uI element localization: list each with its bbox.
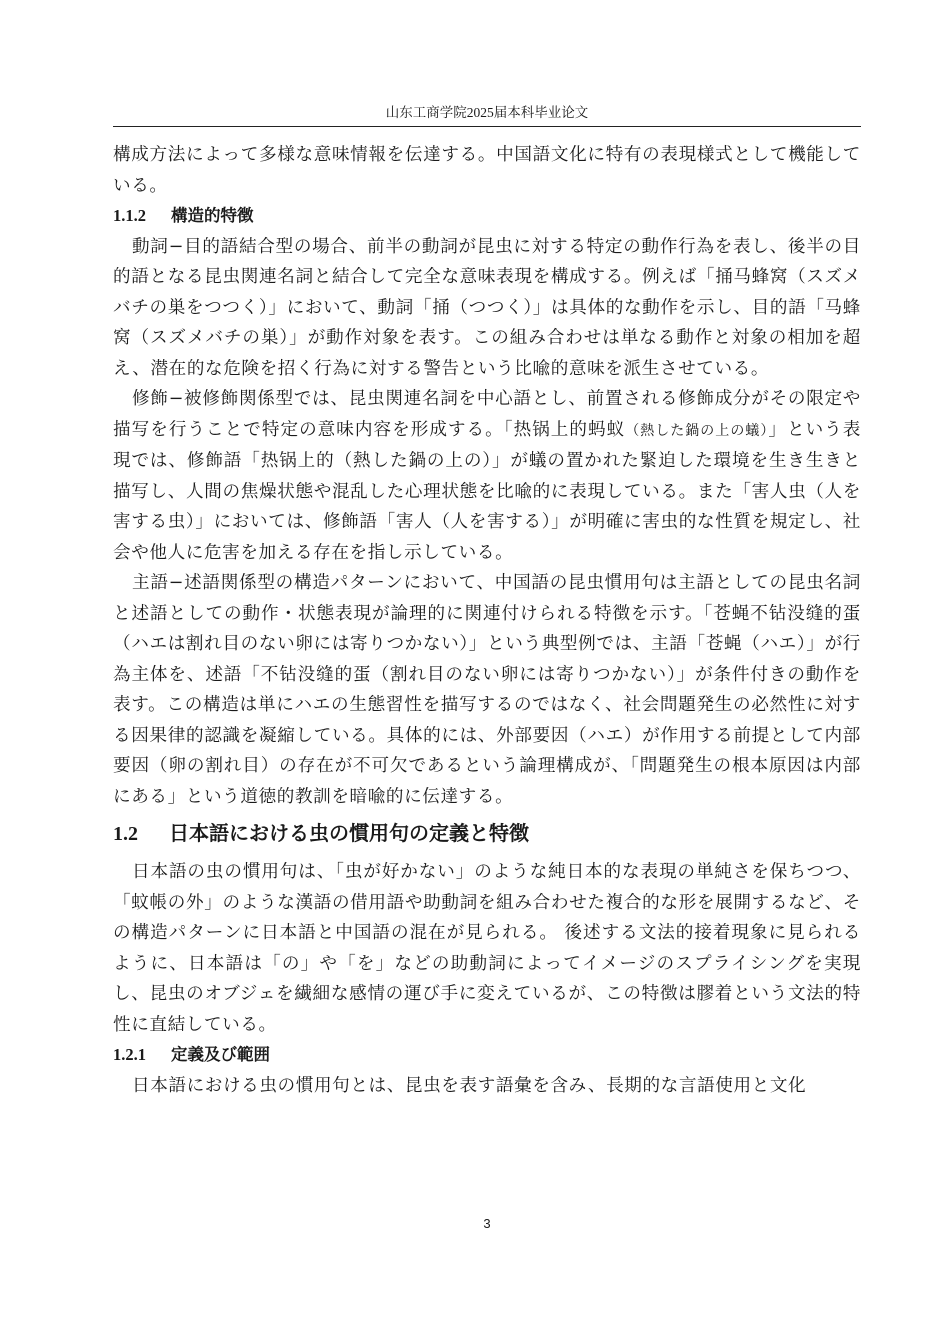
section-heading-1-2 [113, 816, 861, 851]
paragraph-modifier [113, 384, 861, 568]
section-heading-1-2-1 [113, 1040, 861, 1071]
section-title: 日本語における虫の慣用句の定義と特徴 [169, 821, 529, 845]
paragraph-modifier-part-b: 」という表現では、修飾語「热锅上的（熱した鍋の上の）」が蟻の置かれた緊迫した環境を生き生きと描写し、人間の焦燥状態や混乱した心理状態を比喩的に表現している。また「害人虫（人を害する虫）」においては、修飾語「害人（人を害する）」が明確に害虫的な性質を規定し、社会や他人に危害を加える存在を指し示している。 [113, 419, 861, 563]
section-number: 1.2 [113, 823, 138, 845]
header-divider [113, 126, 861, 127]
section-number: 1.1.2 [113, 206, 146, 225]
section-title: 構造的特徴 [171, 206, 254, 225]
paragraph-verb-object: 動詞−目的語結合型の場合、前半の動詞が昆虫に対する特定の動作行為を表し、後半の目的語となる昆虫関連名詞と結合して完全な意味表現を構成する。例えば「捅马蜂窝（スズメバチの巣をつつく）」において、動詞「捅（つつく）」は具体的な動作を示し、目的語「马蜂窝（スズメバチの巣）」が動作対象を表す。この組み合わせは単なる動作と対象の相加を超え、潜在的な危険を招く行為に対する警告という比喩的意味を派生させている。 [113, 236, 861, 379]
paragraph-intro: 構成方法によって多様な意味情報を伝達する。中国語文化に特有の表現様式として機能している。 [113, 145, 861, 196]
page-body [113, 140, 861, 1101]
paragraph-definition: 日本語における虫の慣用句とは、昆虫を表す語彙を含み、長期的な言語使用と文化 [132, 1075, 807, 1096]
section-number: 1.2.1 [113, 1045, 146, 1064]
paragraph-japanese-idioms: 日本語の虫の慣用句は、「虫が好かない」のような純日本的な表現の単純さを保ちつつ、「蚊帳の外」のような漢語の借用語や助動詞を組み合わせた複合的な形を展開するなど、その構造パターンに日本語と中国語の混在が見られる。 後述する文法的接着現象に見られるように、日本語は「の」や「を」などの助動詞によってイメージのスプライシングを実現し、昆虫のオブジェを繊細な感情の運び手に変えているが、この特徴は膠着という文法的特性に直結している。 [113, 862, 861, 1035]
paragraph-modifier-part-a: 修飾−被修飾関係型では、昆虫関連名詞を中心語とし、前置される修飾成分がその限定や描写を行うことで特定の意味内容を形成する。「热锅上的蚂蚁 [113, 389, 861, 440]
paragraph-modifier-gloss: （熱した鍋の上の蟻） [625, 422, 769, 439]
section-heading-1-1-2 [113, 201, 861, 232]
page-number: 3 [483, 1216, 491, 1231]
paragraph-subject-predicate: 主語−述語関係型の構造パターンにおいて、中国語の昆虫慣用句は主語としての昆虫名詞と述語としての動作・状態表現が論理的に関連付けられる特徴を示す。「苍蝇不钻没缝的蛋（ハエは割れ目のない卵には寄りつかない）」という典型例では、主語「苍蝇（ハエ）」が行為主体を、述語「不钻没缝的蛋（割れ目のない卵には寄りつかない）」が条件付きの動作を表す。この構造は単にハエの生態習性を描写するのではなく、社会問題発生の必然性に対する因果律的認識を凝縮している。具体的には、外部要因（ハエ）が作用する前提として内部要因（卵の割れ目）の存在が不可欠であるという論理構成が、「問題発生の根本原因は内部にある」という道徳的教訓を暗喩的に伝達する。 [113, 573, 861, 807]
section-title: 定義及び範囲 [171, 1045, 270, 1064]
running-header: 山东工商学院2025届本科毕业论文 [385, 105, 589, 120]
